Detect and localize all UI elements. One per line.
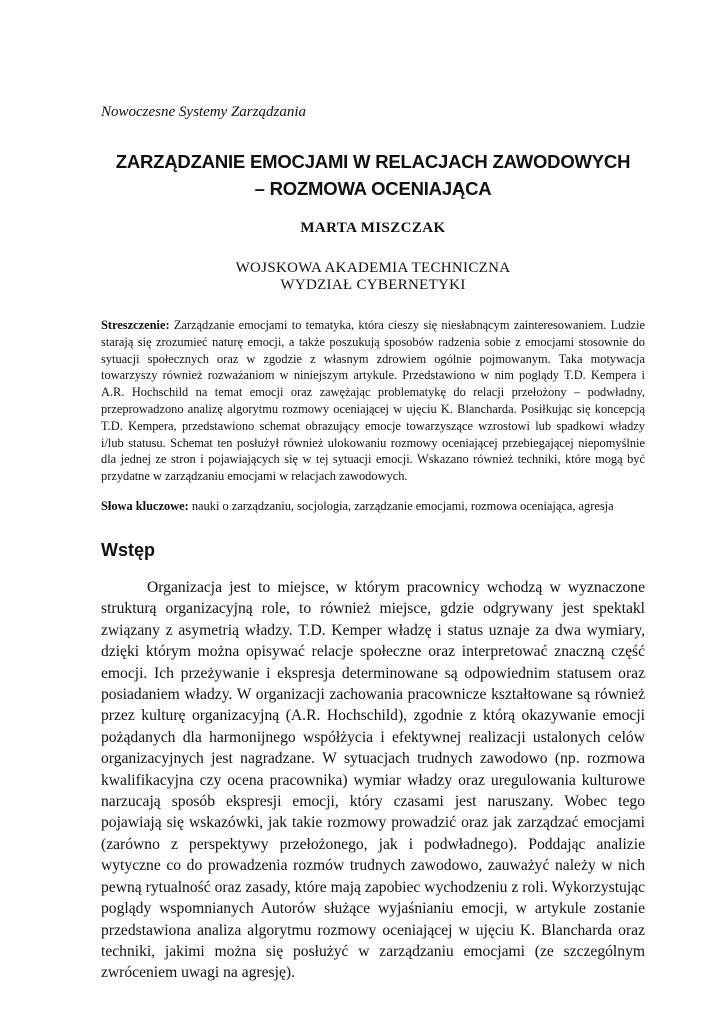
journal-name: Nowoczesne Systemy Zarządzania <box>101 104 306 120</box>
keywords-label: Słowa kluczowe: <box>101 499 189 513</box>
affiliation <box>101 260 645 294</box>
section-heading: Wstęp <box>101 540 155 560</box>
affiliation-line-1: WOJSKOWA AKADEMIA TECHNICZNA <box>235 260 511 276</box>
intro-paragraph: Organizacja jest to miejsce, w którym pracownicy wchodzą w wyznaczone strukturą organizacyjną role, to również miejsce, gdzie odgrywany jest spektakl związany z asymetrią władzy. T.D. Kemper władzę i status uznaje za dwa wymiary, dzięki którym można opisywać relacje społeczne oraz interpretować znaczną część emocji. Ich przeżywanie i ekspresja determinowane są odpowiednim statusem oraz posiadaniem władzy. W organizacji zachowania pracownicze kształtowane są również przez kulturę organizacyjną (A.R. Hochschild), zgodnie z którą okazywanie emocji pożądanych dla harmonijnego współżycia i efektywnej realizacji ustalonych celów organizacyjnych jest nagradzane. W sytuacjach trudnych zawodowo (np. rozmowa kwalifikacyjna czy ocena pracownika) wymiar władzy oraz uregulowania kulturowe narzucają sposób ekspresji emocji, który czasami jest naruszany. Wobec tego pojawiają się wskazówki, jak takie rozmowy prowadzić oraz jak zarządzać emocjami (zarówno z perspektywy przełożonego, jak i podwładnego). Poddając analizie wytyczne co do prowadzenia rozmów trudnych zawodowo, zauważyć należy w nich pewną rytualność oraz zasady, które mają zapobiec wychodzeniu z roli. Wykorzystując poglądy wspomnianych Autorów służące wyjaśnianiu emocji, w artykule zostanie przedstawiona analiza algorytmu rozmowy oceniającej w ujęciu K. Blancharda oraz techniki, jakimi można się posłużyć w zarządzaniu emocjami (ze szczególnym zwróceniem uwagi na agresję). <box>101 579 645 982</box>
abstract-text: Zarządzanie emocjami to tematyka, która cieszy się niesłabnącym zainteresowaniem. Ludzie starają się zrozumieć naturę emocji, a także poszukują sposobów radzenia sobie z emocjami stosownie do sytuacji społecznych oraz w zgodzie z własnym zdrowiem ogólnie pojmowanym. Taka motywacja towarzyszy również rozważaniom w niniejszym artykule. Przedstawiono w nim poglądy T.D. Kempera i A.R. Hochschild na temat emocji oraz zawężając problematykę do relacji przełożony – podwładny, przeprowadzono analizę algorytmu rozmowy oceniającej w ujęciu K. Blancharda. Posiłkując się koncepcją T.D. Kempera, przedstawiono schemat obrazujący emocje towarzyszące wzrostowi lub spadkowi władzy i/lub statusu. Schemat ten posłużył również ulokowaniu rozmowy oceniającej przebiegającej niepomyślnie dla jednej ze stron i pojawiających się w tej sytuacji emocji. Wskazano również techniki, które mogą być przydatne w zarządzaniu emocjami w relacjach zawodowych. <box>101 318 645 484</box>
abstract-label: Streszczenie: <box>101 318 170 332</box>
keywords <box>101 498 661 515</box>
affiliation-line-2: WYDZIAŁ CYBERNETYKI <box>280 277 466 293</box>
title-line-1: ZARZĄDZANIE EMOCJAMI W RELACJACH ZAWODOWYCH <box>115 151 631 172</box>
title-line-2: – ROZMOWA OCENIAJĄCA <box>254 178 492 199</box>
paper-title <box>101 148 645 202</box>
author-name: MARTA MISZCZAK <box>300 220 446 236</box>
abstract <box>101 317 645 485</box>
keywords-text: nauki o zarządzaniu, socjologia, zarządzanie emocjami, rozmowa oceniająca, agresja <box>188 499 614 513</box>
